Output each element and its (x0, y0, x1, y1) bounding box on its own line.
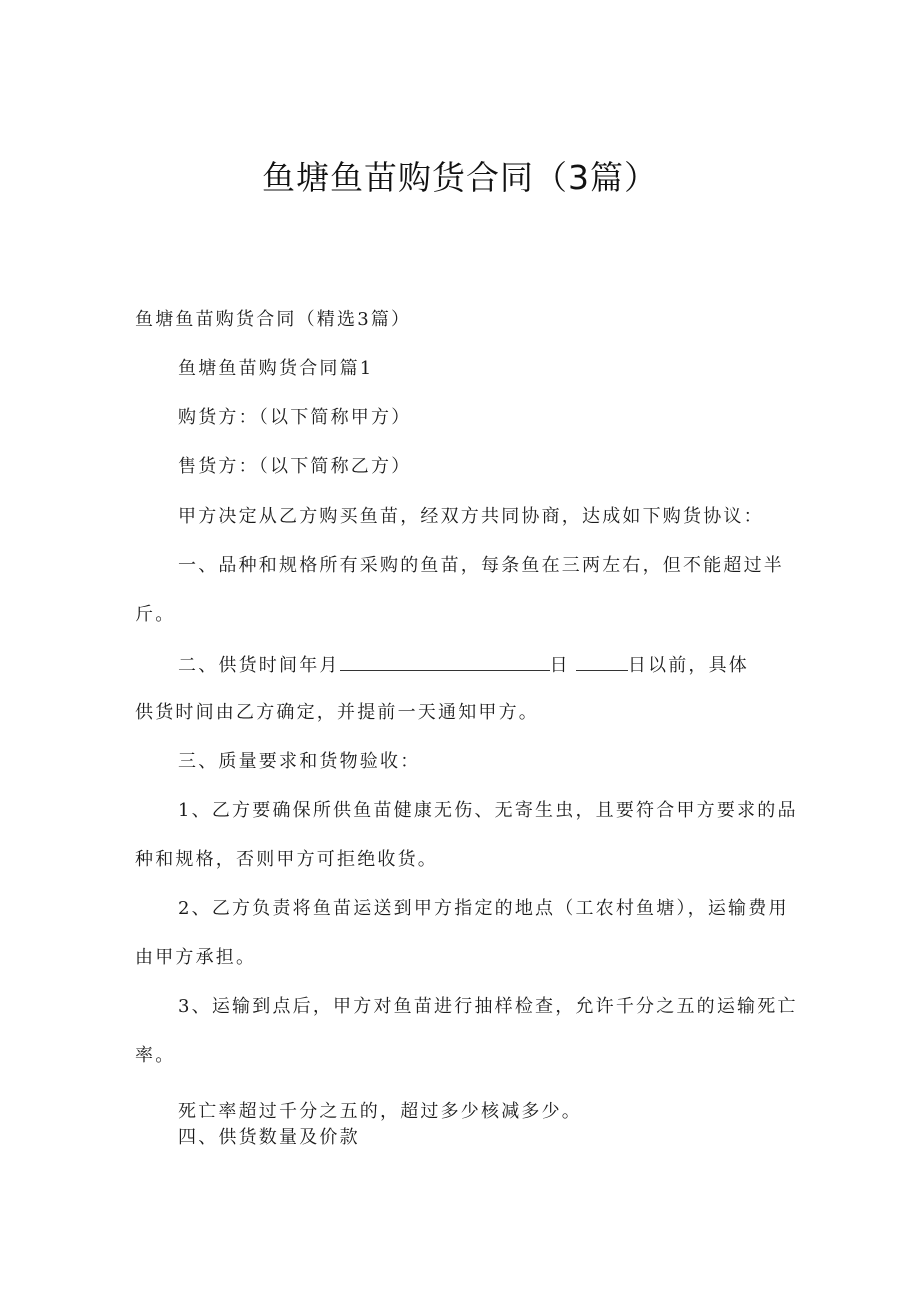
item-1-line-1: 1、乙方要确保所供鱼苗健康无伤、无寄生虫，且要符合甲方要求的品 (178, 800, 798, 821)
clause-1-line-1: 一、品种和规格所有采购的鱼苗，每条鱼在三两左右，但不能超过半 (178, 555, 784, 576)
section-heading: 鱼塘鱼苗购货合同篇1 (178, 358, 374, 379)
item-2-line-1: 2、乙方负责将鱼苗运送到甲方指定的地点（工农村鱼塘），运输费用 (178, 898, 789, 919)
seller-line: 售货方：（以下简称乙方） (178, 456, 412, 477)
clause-2-text-b: 日 (549, 655, 570, 676)
clause-2-text-a: 二、供货时间年月 (178, 655, 340, 676)
item-1-line-2: 种和规格，否则甲方可拒绝收货。 (135, 849, 438, 870)
death-rate-line: 死亡率超过千分之五的，超过多少核减多少。 (178, 1101, 582, 1122)
item-2-line-2: 由甲方承担。 (135, 947, 257, 968)
blank-field (576, 652, 628, 671)
clause-2-line-2: 供货时间由乙方确定，并提前一天通知甲方。 (135, 702, 539, 723)
item-3-line-1: 3、运输到点后，甲方对鱼苗进行抽样检查，允许千分之五的运输死亡 (178, 996, 798, 1017)
clause-2-line-1 (178, 652, 749, 678)
clause-3-heading: 三、质量要求和货物验收： (178, 751, 421, 772)
intro-paragraph: 甲方决定从乙方购买鱼苗，经双方共同协商，达成如下购货协议： (178, 506, 764, 527)
clause-2-text-c: 日以前，具体 (627, 655, 750, 676)
clause-1-line-2: 斤。 (135, 604, 176, 625)
document-subtitle: 鱼塘鱼苗购货合同（精选3篇） (135, 309, 412, 330)
buyer-line: 购货方：（以下简称甲方） (178, 407, 412, 428)
blank-field (340, 652, 550, 671)
clause-4-heading: 四、供货数量及价款 (178, 1127, 360, 1148)
document-title: 鱼塘鱼苗购货合同（3篇） (262, 158, 658, 197)
item-3-line-2: 率。 (135, 1045, 176, 1066)
